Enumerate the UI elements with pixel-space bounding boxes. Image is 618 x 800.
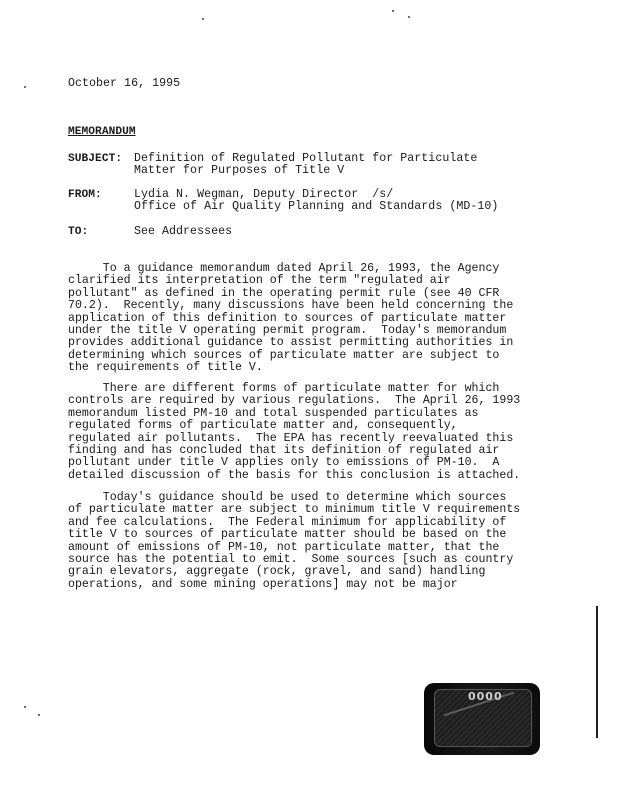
scan-speck bbox=[408, 16, 410, 18]
paragraph-line: clarified its interpretation of the term "regulated air bbox=[68, 274, 451, 288]
stamp-text: 0000 bbox=[468, 690, 503, 703]
body-paragraph-1 bbox=[68, 262, 514, 375]
paragraph-line: To a guidance memorandum dated April 26, 1993, the Agency bbox=[68, 262, 500, 275]
paragraph-line: and fee calculations. The Federal minimum for applicability of bbox=[68, 515, 507, 529]
body-paragraph-2 bbox=[68, 382, 521, 482]
paragraph-line: There are different forms of particulate matter for which bbox=[68, 382, 500, 395]
scan-speck bbox=[392, 10, 394, 12]
paragraph-line: 70.2). Recently, many discussions have been held concerning the bbox=[68, 299, 514, 313]
paragraph-line: amount of emissions of PM-10, not particulate matter, that the bbox=[68, 540, 500, 554]
to-label: TO: bbox=[68, 226, 89, 238]
archive-stamp-image bbox=[424, 683, 540, 755]
scan-edge-line bbox=[596, 606, 598, 738]
paragraph-line: memorandum listed PM-10 and total suspended particulates as bbox=[68, 406, 479, 420]
scan-speck bbox=[24, 706, 26, 708]
paragraph-line: provides additional guidance to assist permitting authorities in bbox=[68, 336, 514, 350]
paragraph-line: under the title V operating permit program. Today's memorandum bbox=[68, 324, 507, 338]
paragraph-line: Today's guidance should be used to determine which sources bbox=[68, 491, 507, 504]
paragraph-line: regulated forms of particulate matter and, consequently, bbox=[68, 419, 458, 433]
scan-speck bbox=[24, 86, 26, 88]
from-line-2: Office of Air Quality Planning and Standards (MD-10) bbox=[134, 200, 499, 213]
paragraph-line: determining which sources of particulate matter are subject to bbox=[68, 348, 500, 362]
paragraph-line: operations, and some mining operations] may not be major bbox=[68, 577, 458, 591]
paragraph-line: application of this definition to sources of particulate matter bbox=[68, 311, 507, 325]
subject-label: SUBJECT: bbox=[68, 153, 123, 165]
paragraph-line: pollutant" as defined in the operating permit rule (see 40 CFR bbox=[68, 286, 500, 300]
paragraph-line: controls are required by various regulations. The April 26, 1993 bbox=[68, 394, 521, 408]
scan-speck bbox=[202, 18, 204, 20]
memo-heading: MEMORANDUM bbox=[68, 126, 136, 138]
subject-line-2: Matter for Purposes of Title V bbox=[134, 164, 345, 177]
paragraph-line: the requirements of title V. bbox=[68, 361, 263, 375]
scan-speck bbox=[38, 714, 40, 716]
subject-line-1: Definition of Regulated Pollutant for Particulate bbox=[134, 152, 478, 165]
paragraph-line: finding and has concluded that its definition of regulated air bbox=[68, 444, 500, 458]
body-paragraph-3 bbox=[68, 491, 521, 591]
memo-date: October 16, 1995 bbox=[68, 77, 181, 90]
paragraph-line: pollutant under title V applies only to emissions of PM-10. A bbox=[68, 456, 500, 470]
paragraph-line: regulated air pollutants. The EPA has recently reevaluated this bbox=[68, 431, 514, 445]
paragraph-line: detailed discussion of the basis for this conclusion is attached. bbox=[68, 468, 521, 482]
from-label: FROM: bbox=[68, 189, 102, 201]
paragraph-line: grain elevators, aggregate (rock, gravel, and sand) handling bbox=[68, 565, 486, 579]
paragraph-line: title V to sources of particulate matter should be based on the bbox=[68, 528, 507, 542]
to-value: See Addressees bbox=[134, 225, 233, 238]
from-line-1: Lydia N. Wegman, Deputy Director /s/ bbox=[134, 188, 394, 201]
paragraph-line: source has the potential to emit. Some sources [such as country bbox=[68, 553, 514, 567]
paragraph-line: of particulate matter are subject to minimum title V requirements bbox=[68, 503, 521, 517]
